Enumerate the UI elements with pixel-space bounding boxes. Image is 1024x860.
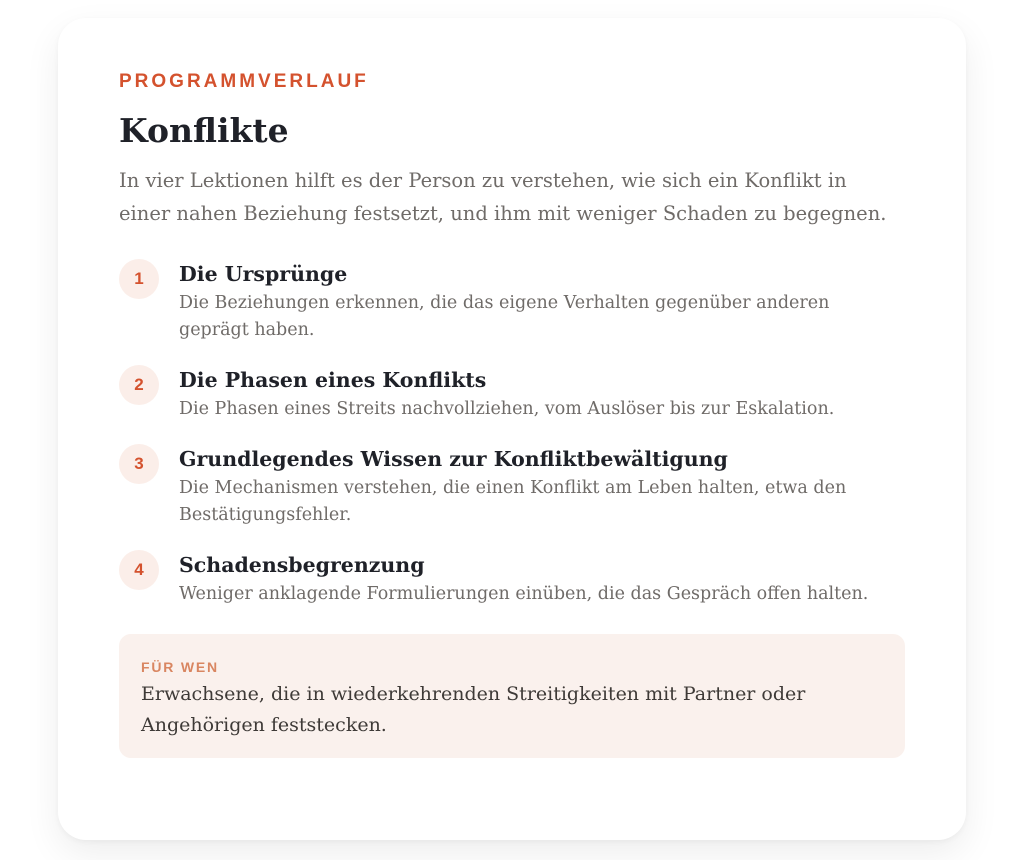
lesson-title: Grundlegendes Wissen zur Konfliktbewältigung xyxy=(179,447,728,471)
lesson-title: Die Ursprünge xyxy=(179,262,348,286)
audience-label: FÜR WEN xyxy=(141,659,219,675)
lesson-number-badge: 4 xyxy=(119,550,159,590)
lesson-description: Die Phasen eines Streits nachvollziehen, vom Auslöser bis zur Eskalation. xyxy=(179,399,835,419)
lesson-description: Die Beziehungen erkennen, die das eigene Verhalten gegenüber anderen geprägt haben. xyxy=(179,293,830,340)
section-eyebrow: PROGRAMMVERLAUF xyxy=(119,71,369,92)
lesson-item xyxy=(119,443,905,529)
lesson-description: Weniger anklagende Formulierungen einüben, die das Gespräch offen halten. xyxy=(179,584,869,604)
lesson-number-badge: 1 xyxy=(119,259,159,299)
lesson-item xyxy=(119,258,905,344)
audience-text: Erwachsene, die in wiederkehrenden Streitigkeiten mit Partner oder Angehörigen feststecken. xyxy=(141,683,806,736)
audience-box xyxy=(119,634,905,758)
lesson-number-badge: 3 xyxy=(119,444,159,484)
program-title: Konflikte xyxy=(119,111,289,150)
lesson-item xyxy=(119,364,905,423)
lesson-item xyxy=(119,549,905,608)
lesson-list xyxy=(119,258,905,608)
program-card xyxy=(58,18,966,840)
lesson-description: Die Mechanismen verstehen, die einen Konflikt am Leben halten, etwa den Bestätigungsfehler. xyxy=(179,478,847,525)
lesson-title: Die Phasen eines Konflikts xyxy=(179,368,487,392)
program-description: In vier Lektionen hilft es der Person zu verstehen, wie sich ein Konflikt in einer nahen Beziehung festsetzt, und ihm mit weniger Schaden zu begegnen. xyxy=(119,169,887,225)
lesson-number-badge: 2 xyxy=(119,365,159,405)
lesson-title: Schadensbegrenzung xyxy=(179,553,425,577)
